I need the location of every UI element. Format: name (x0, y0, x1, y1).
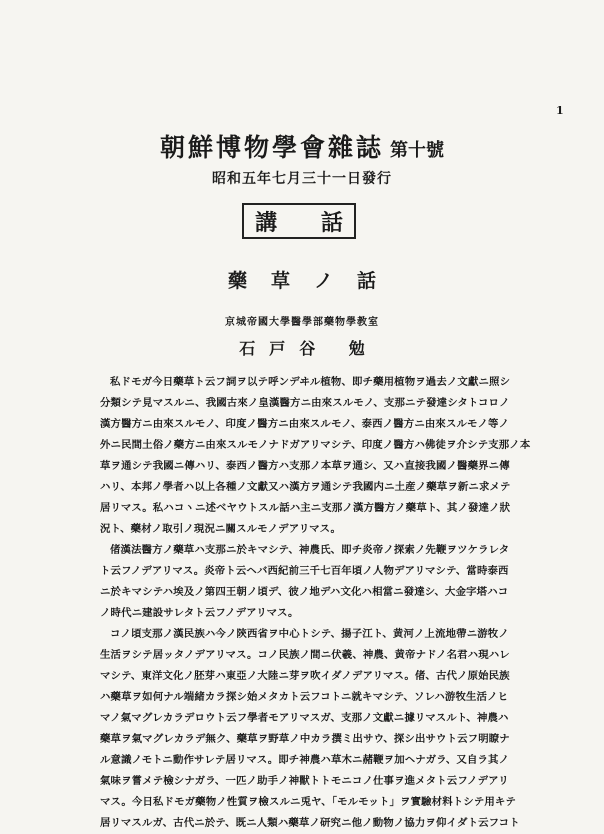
body-line: 偖漢法醫方ノ藥草ハ支那ニ於キマシテ、神農氏、即チ炎帝ノ探索ノ先鞭ヲツケラレタ (110, 544, 510, 556)
body-line: 居リマス。私ハコヽニ述ベヤウトスル話ハ主ニ支那ノ漢方醫方ノ藥草ト、其ノ發達ノ狀 (100, 502, 511, 514)
body-line: ル意識ノモトニ動作サレテ居リマス。即チ神農ハ草木ニ赭鞭ヲ加ヘナガラ、又自ラ其ノ (100, 754, 510, 766)
body-line: 外ニ民間土俗ノ藥方ニ由來スルモノナドガアリマシテ、印度ノ醫方ハ佛徒ヲ介シテ支那ノ本 (100, 439, 531, 451)
body-line: 氣味ヲ嘗メテ檢シナガラ、一匹ノ助手ノ神獸トトモニコノ仕事ヲ進メタト云フノデアリ (100, 775, 509, 787)
author-affiliation: 京城帝國大學醫學部藥物學教室 (225, 317, 379, 328)
body-line: 分類シテ見マスルニ、我國古來ノ皇漢醫方ニ由來スルモノ、支那ニテ發達シタトコロノ (100, 397, 510, 409)
body-line: 草ヲ通シテ我國ニ傳ハリ、泰西ノ醫方ハ支那ノ本草ヲ通シ、又ハ直接我國ノ醫藥界ニ傳 (100, 460, 510, 472)
body-line: 藥草ヲ氣マグレカラデ無ク、藥草ヲ野草ノ中カラ撰ミ出サウ、探シ出サウト云フ明瞭ナ (100, 733, 510, 745)
page-number: 1 (556, 104, 564, 117)
body-line: ノ時代ニ建設サレタト云フノデアリマス。 (100, 607, 299, 619)
body-line: 漢方醫方ニ由來スルモノ、印度ノ醫方ニ由來スルモノ、泰西ノ醫方ニ由來スルモノ等ノ (100, 418, 510, 430)
journal-title: 朝鮮博物學會雜誌 (159, 133, 384, 162)
body-line: ハリ、本邦ノ學者ハ以上各種ノ文獻又ハ漢方ヲ通シテ我國内ニ土産ノ藥草ヲ新ニ求メテ (100, 481, 511, 493)
article-body (100, 372, 536, 834)
body-line: マシテ、東洋文化ノ胚芽ハ東亞ノ大陸ニ芽ヲ吹イダノデアリマス。偖、古代ノ原始民族 (100, 670, 510, 682)
author-name: 石戸谷 勉 (239, 339, 379, 358)
issue-number: 第十號 (390, 140, 444, 161)
journal-header (0, 128, 604, 164)
body-line: 生活ヲシテ居ッタノデアリマス。コノ民族ノ間ニ伏羲、神農、黄帝ナドノ名君ハ現ハレ (100, 649, 510, 661)
body-line: ト云フノデアリマス。炎帝ト云ヘバ西紀前三千七百年頃ノ人物デアリマシテ、當時泰西 (100, 565, 509, 577)
article-title: 藥草ノ話 (227, 270, 400, 292)
body-line: 私ドモガ今日藥草ト云フ詞ヲ以テ呼ンデヰル植物、即チ藥用植物ヲ過去ノ文獻ニ照シ (110, 376, 511, 388)
body-line: マス。今日私ドモガ藥物ノ性質ヲ檢スルニ兎ヤ、「モルモット」ヲ實驗材料トシテ用キテ (100, 796, 517, 808)
body-line: 況ト、藥材ノ取引ノ現況ニ關スルモノデアリマス。 (100, 523, 342, 535)
body-line: ハ藥草ヲ如何ナル端緒カラ探シ始メタカト云フコトニ就キマシテ、ソレハ游牧生活ノヒ (100, 691, 509, 703)
body-line: コノ頃支那ノ漢民族ハ今ノ陝西省ヲ中心トシテ、揚子江ト、黄河ノ上流地帶ニ游牧ノ (110, 628, 509, 640)
body-line: ニ於キマシテハ埃及ノ第四王朝ノ頃デ、彼ノ地デハ文化ハ相當ニ發達シ、大金字塔ハコ (100, 586, 509, 598)
body-line: 居リマスルガ、古代ニ於テ、既ニ人類ハ藥草ノ研究ニ他ノ動物ノ協力ヲ仰イダト云フコト (100, 817, 520, 829)
section-box (242, 203, 361, 239)
publication-date: 昭和五年七月三十一日發行 (212, 171, 392, 187)
body-line: マノ氣マグレカラデロウト云フ學者モアリマスガ、支那ノ文獻ニ據リマスルト、神農ハ (100, 712, 509, 724)
section-label: 講 話 (255, 209, 361, 236)
